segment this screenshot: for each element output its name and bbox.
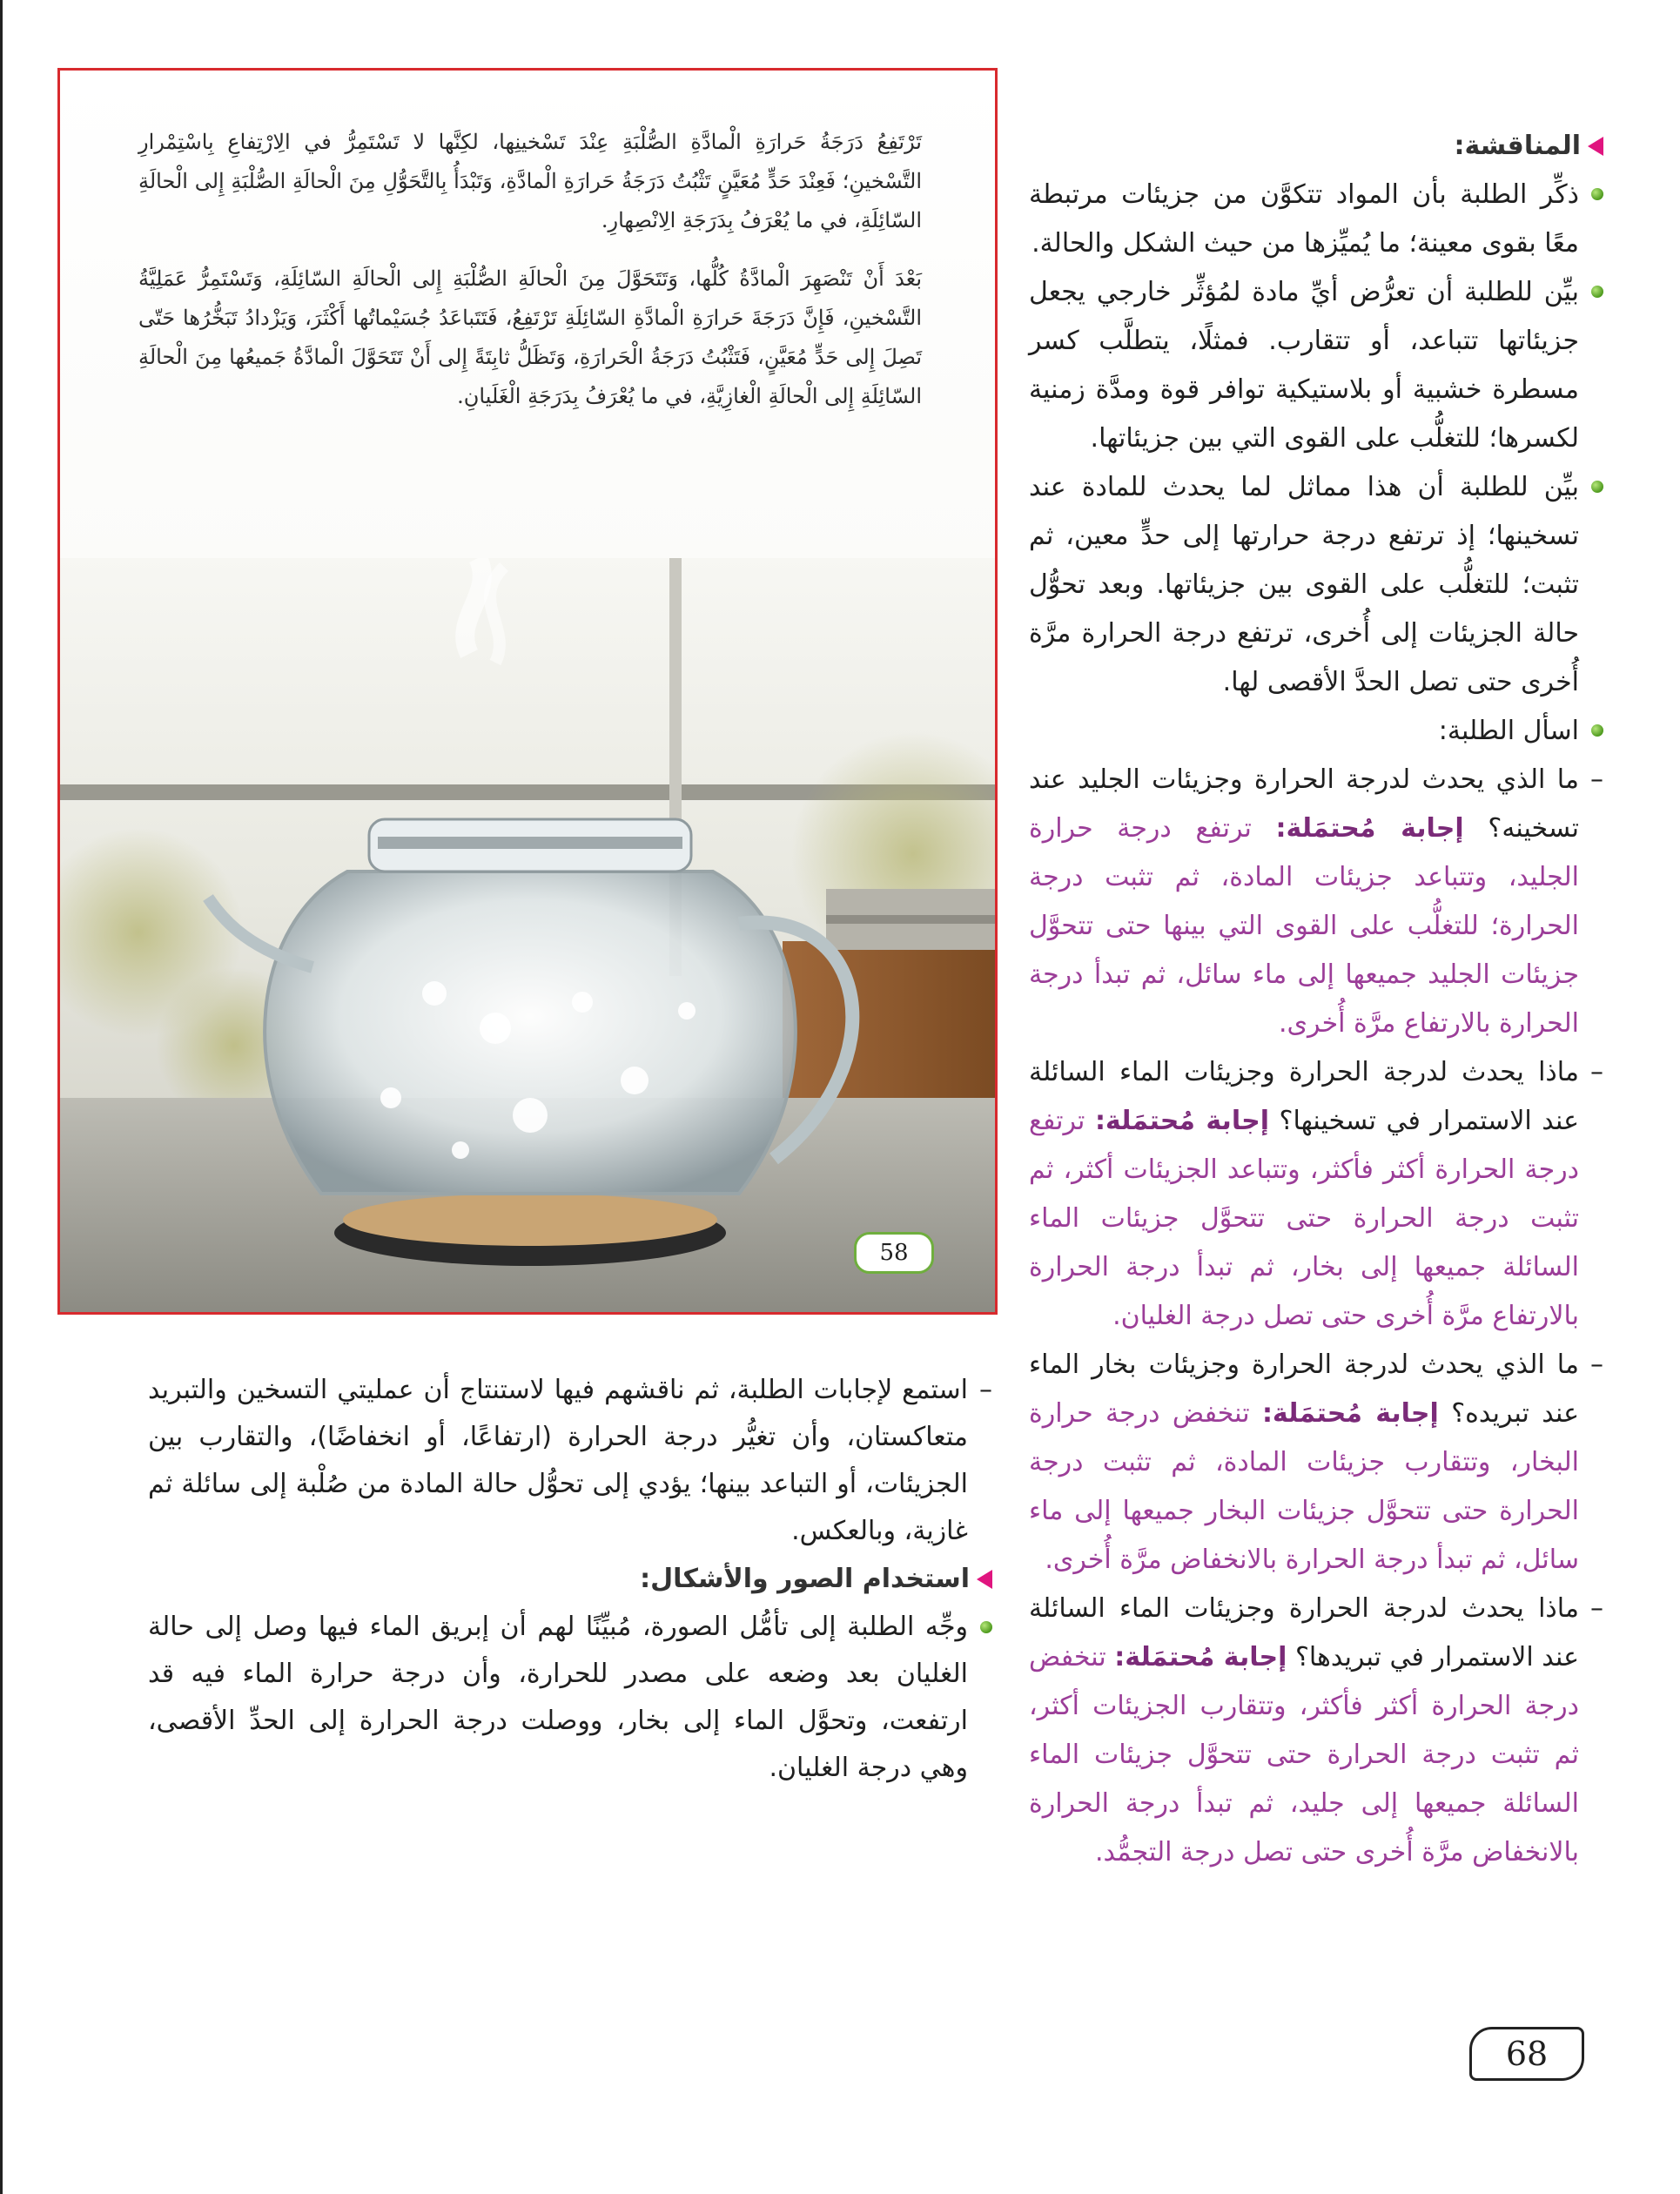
triangle-marker-icon: [977, 1570, 992, 1589]
figure-page-number: 58: [854, 1232, 934, 1274]
figure-text: [138, 123, 922, 435]
question-4: [1029, 1585, 1603, 1877]
listen-instruction: [148, 1367, 992, 1555]
answer-text: تنخفض درجة حرارة البخار، وتتقارب جزيئات المادة، ثم تثبت درجة الحرارة حتى تتحوَّل جزيئات البخار جميعها إلى ماء سائل، ثم تبدأ درجة الحرارة بالانخفاض مرَّة أُخرى.: [1029, 1398, 1579, 1575]
answer-label: إجابة مُحتمَلة:: [1114, 1642, 1287, 1672]
images-heading: [148, 1555, 992, 1604]
discussion-bullet-2: [1029, 268, 1603, 463]
listen-text: استمع لإجابات الطلبة، ثم ناقشهم فيها لاستنتاج أن عمليتي التسخين والتبريد متعاكستان، وأن تغيُّر درجة الحرارة (ارتفاعًا، أو انخفاضًا)، والتقارب بين الجزيئات، أو التباعد بينها؛ يؤدي إلى تحوُّل حالة المادة من صُلْبة إلى سائلة ثم غازية، وبالعكس.: [148, 1375, 968, 1546]
answer-label: إجابة مُحتمَلة:: [1094, 1106, 1269, 1136]
dash-marker: –: [1590, 764, 1603, 795]
question-1: [1029, 756, 1603, 1048]
student-book-figure: [57, 68, 998, 1315]
green-bullet-icon: [980, 1621, 992, 1633]
bullet-text: بيِّن للطلبة أن تعرُّض أيِّ مادة لمُؤثِّر خارجي يجعل جزيئاتها تتباعد، أو تتقارب. فمثلًا، يتطلَّب كسر مسطرة خشبية أو بلاستيكية توافر قوة ومدَّة زمنية لكسرها؛ للتغلُّب على القوى التي بين جزيئاتها.: [1029, 277, 1579, 454]
page-number: 68: [1469, 2027, 1584, 2081]
answer-text: تنخفض درجة الحرارة أكثر فأكثر، وتتقارب الجزيئات أكثر، ثم تثبت درجة الحرارة حتى تتحوَّل جزيئات الماء السائلة جميعها إلى جليد، ثم تبدأ درجة الحرارة بالانخفاض مرَّة أُخرى حتى تصل درجة التجمُّد.: [1029, 1642, 1579, 1868]
green-bullet-icon: [1591, 724, 1603, 737]
question-3: [1029, 1341, 1603, 1585]
answer-text: ترتفع درجة الحرارة أكثر فأكثر، وتتباعد الجزيئات أكثر، ثم تثبت درجة الحرارة حتى تتحوَّل جزيئات الماء السائلة جميعها إلى بخار، ثم تبدأ درجة الحرارة بالارتفاع مرَّة أُخرى حتى تصل درجة الغليان.: [1029, 1106, 1579, 1331]
bullet-text: اسأل الطلبة:: [1438, 716, 1579, 746]
answer-text: ترتفع درجة حرارة الجليد، وتتباعد جزيئات المادة، ثم تثبت درجة الحرارة؛ للتغلُّب على القوى التي بينها حتى تتحوَّل جزيئات الجليد جميعها إلى ماء سائل، ثم تبدأ درجة الحرارة بالارتفاع مرَّة أُخرى.: [1029, 813, 1579, 1039]
question-text: ما الذي يحدث لدرجة الحرارة وجزيئات بخار الماء عند تبريده؟: [1029, 1349, 1579, 1429]
bottom-left-text: [148, 1367, 992, 1792]
answer-label: إجابة مُحتمَلة:: [1275, 813, 1464, 844]
bullet-text: بيِّن للطلبة أن هذا مماثل لما يحدث للمادة عند تسخينها؛ إذ ترتفع درجة حرارتها إلى حدٍّ معين، ثم تثبت؛ للتغلُّب على القوى بين جزيئاتها. وبعد تحوُّل حالة الجزيئات إلى أُخرى، ترتفع درجة الحرارة مرَّة أُخرى حتى تصل الحدَّ الأقصى لها.: [1029, 472, 1579, 697]
answer-label: إجابة مُحتمَلة:: [1261, 1398, 1439, 1429]
dash-marker: –: [1590, 1349, 1603, 1380]
page-edge: [0, 0, 3, 2194]
images-heading-text: استخدام الصور والأشكال:: [640, 1564, 970, 1594]
discussion-heading-text: المناقشة:: [1454, 131, 1581, 161]
triangle-marker-icon: [1588, 137, 1603, 156]
discussion-column: [1029, 122, 1603, 1877]
question-text: ماذا يحدث لدرجة الحرارة وجزيئات الماء السائلة عند الاستمرار في تسخينها؟: [1029, 1057, 1579, 1136]
discussion-bullet-1: [1029, 171, 1603, 268]
figure-paragraph-2: بَعْدَ أَنْ تَنْصَهِرَ الْمادَّةُ كُلُّها، وَتَتَحَوَّلَ مِنَ الْحالَةِ الصُّلْبَةِ إِلى الْحالَةِ السّائِلَةِ، وَتَسْتَمِرُّ عَمَلِيَّةُ التَّسْخينِ، فَإِنَّ دَرَجَةَ حَرارَةِ الْمادَّةِ السّائِلَةِ تَرْتَفِعُ، فَتَتَباعَدُ جُسَيْماتُها أَكْثَرَ، وَيَزْدادُ تَبَخُّرُها حَتّى تَصِلَ إِلى حَدٍّ مُعَيَّنٍ، فَتَثْبُتُ دَرَجَةُ الْحَرارَةِ، وَتَظَلُّ ثابِتَةً إِلى أَنْ تَتَحَوَّلَ الْمادَّةُ جَميعُها مِنَ الْحالَةِ السّائِلَةِ إِلى الْحالَةِ الْغازِيَّةِ، في ما يُعْرَفُ بِدَرَجَةِ الْغَلَيانِ.: [138, 266, 922, 408]
bullet-text: ذكِّر الطلبة بأن المواد تتكوَّن من جزيئات مرتبطة معًا بقوى معينة؛ ما يُميِّزها من حيث الشكل والحالة.: [1029, 179, 1579, 259]
images-bullet-text: وجِّه الطلبة إلى تأمُّل الصورة، مُبيِّنًا لهم أن إبريق الماء فيها وصل إلى حالة الغليان بعد وضعه على مصدر للحرارة، وأن درجة حرارة الماء فيه قد ارتفعت، وتحوَّل الماء إلى بخار، ووصلت درجة الحرارة إلى الحدِّ الأقصى، وهي درجة الغليان.: [148, 1612, 968, 1783]
question-text: ما الذي يحدث لدرجة الحرارة وجزيئات الجليد عند تسخينه؟: [1029, 764, 1579, 844]
dash-marker: –: [1590, 1057, 1603, 1087]
dash-marker: –: [979, 1375, 992, 1405]
question-2: [1029, 1048, 1603, 1341]
question-text: ماذا يحدث لدرجة الحرارة وجزيئات الماء السائلة عند الاستمرار في تبريدها؟: [1029, 1593, 1579, 1672]
dash-marker: –: [1590, 1593, 1603, 1624]
discussion-bullet-4: [1029, 707, 1603, 756]
discussion-bullet-3: [1029, 463, 1603, 707]
green-bullet-icon: [1591, 481, 1603, 493]
boiling-kettle-photo: [60, 558, 998, 1315]
images-bullet: [148, 1604, 992, 1792]
green-bullet-icon: [1591, 286, 1603, 298]
discussion-heading: [1029, 122, 1603, 171]
figure-paragraph-1: تَرْتَفِعُ دَرَجَةُ حَرارَةِ الْمادَّةِ الصُّلْبَةِ عِنْدَ تَسْخينِها، لكِنَّها لا تَسْتَمِرُّ في الِارْتِفاعِ بِاسْتِمْرارِ التَّسْخينِ؛ فَعِنْدَ حَدٍّ مُعَيَّنٍ تَثْبُتُ دَرَجَةُ حَرارَةِ الْمادَّةِ، وَتَبْدَأُ بِالتَّحَوُّلِ مِنَ الْحالَةِ الصُّلْبَةِ إِلى الْحالَةِ السّائِلَةِ، في ما يُعْرَفُ بِدَرَجَةِ الِانْصِهارِ.: [138, 130, 922, 232]
green-bullet-icon: [1591, 188, 1603, 200]
